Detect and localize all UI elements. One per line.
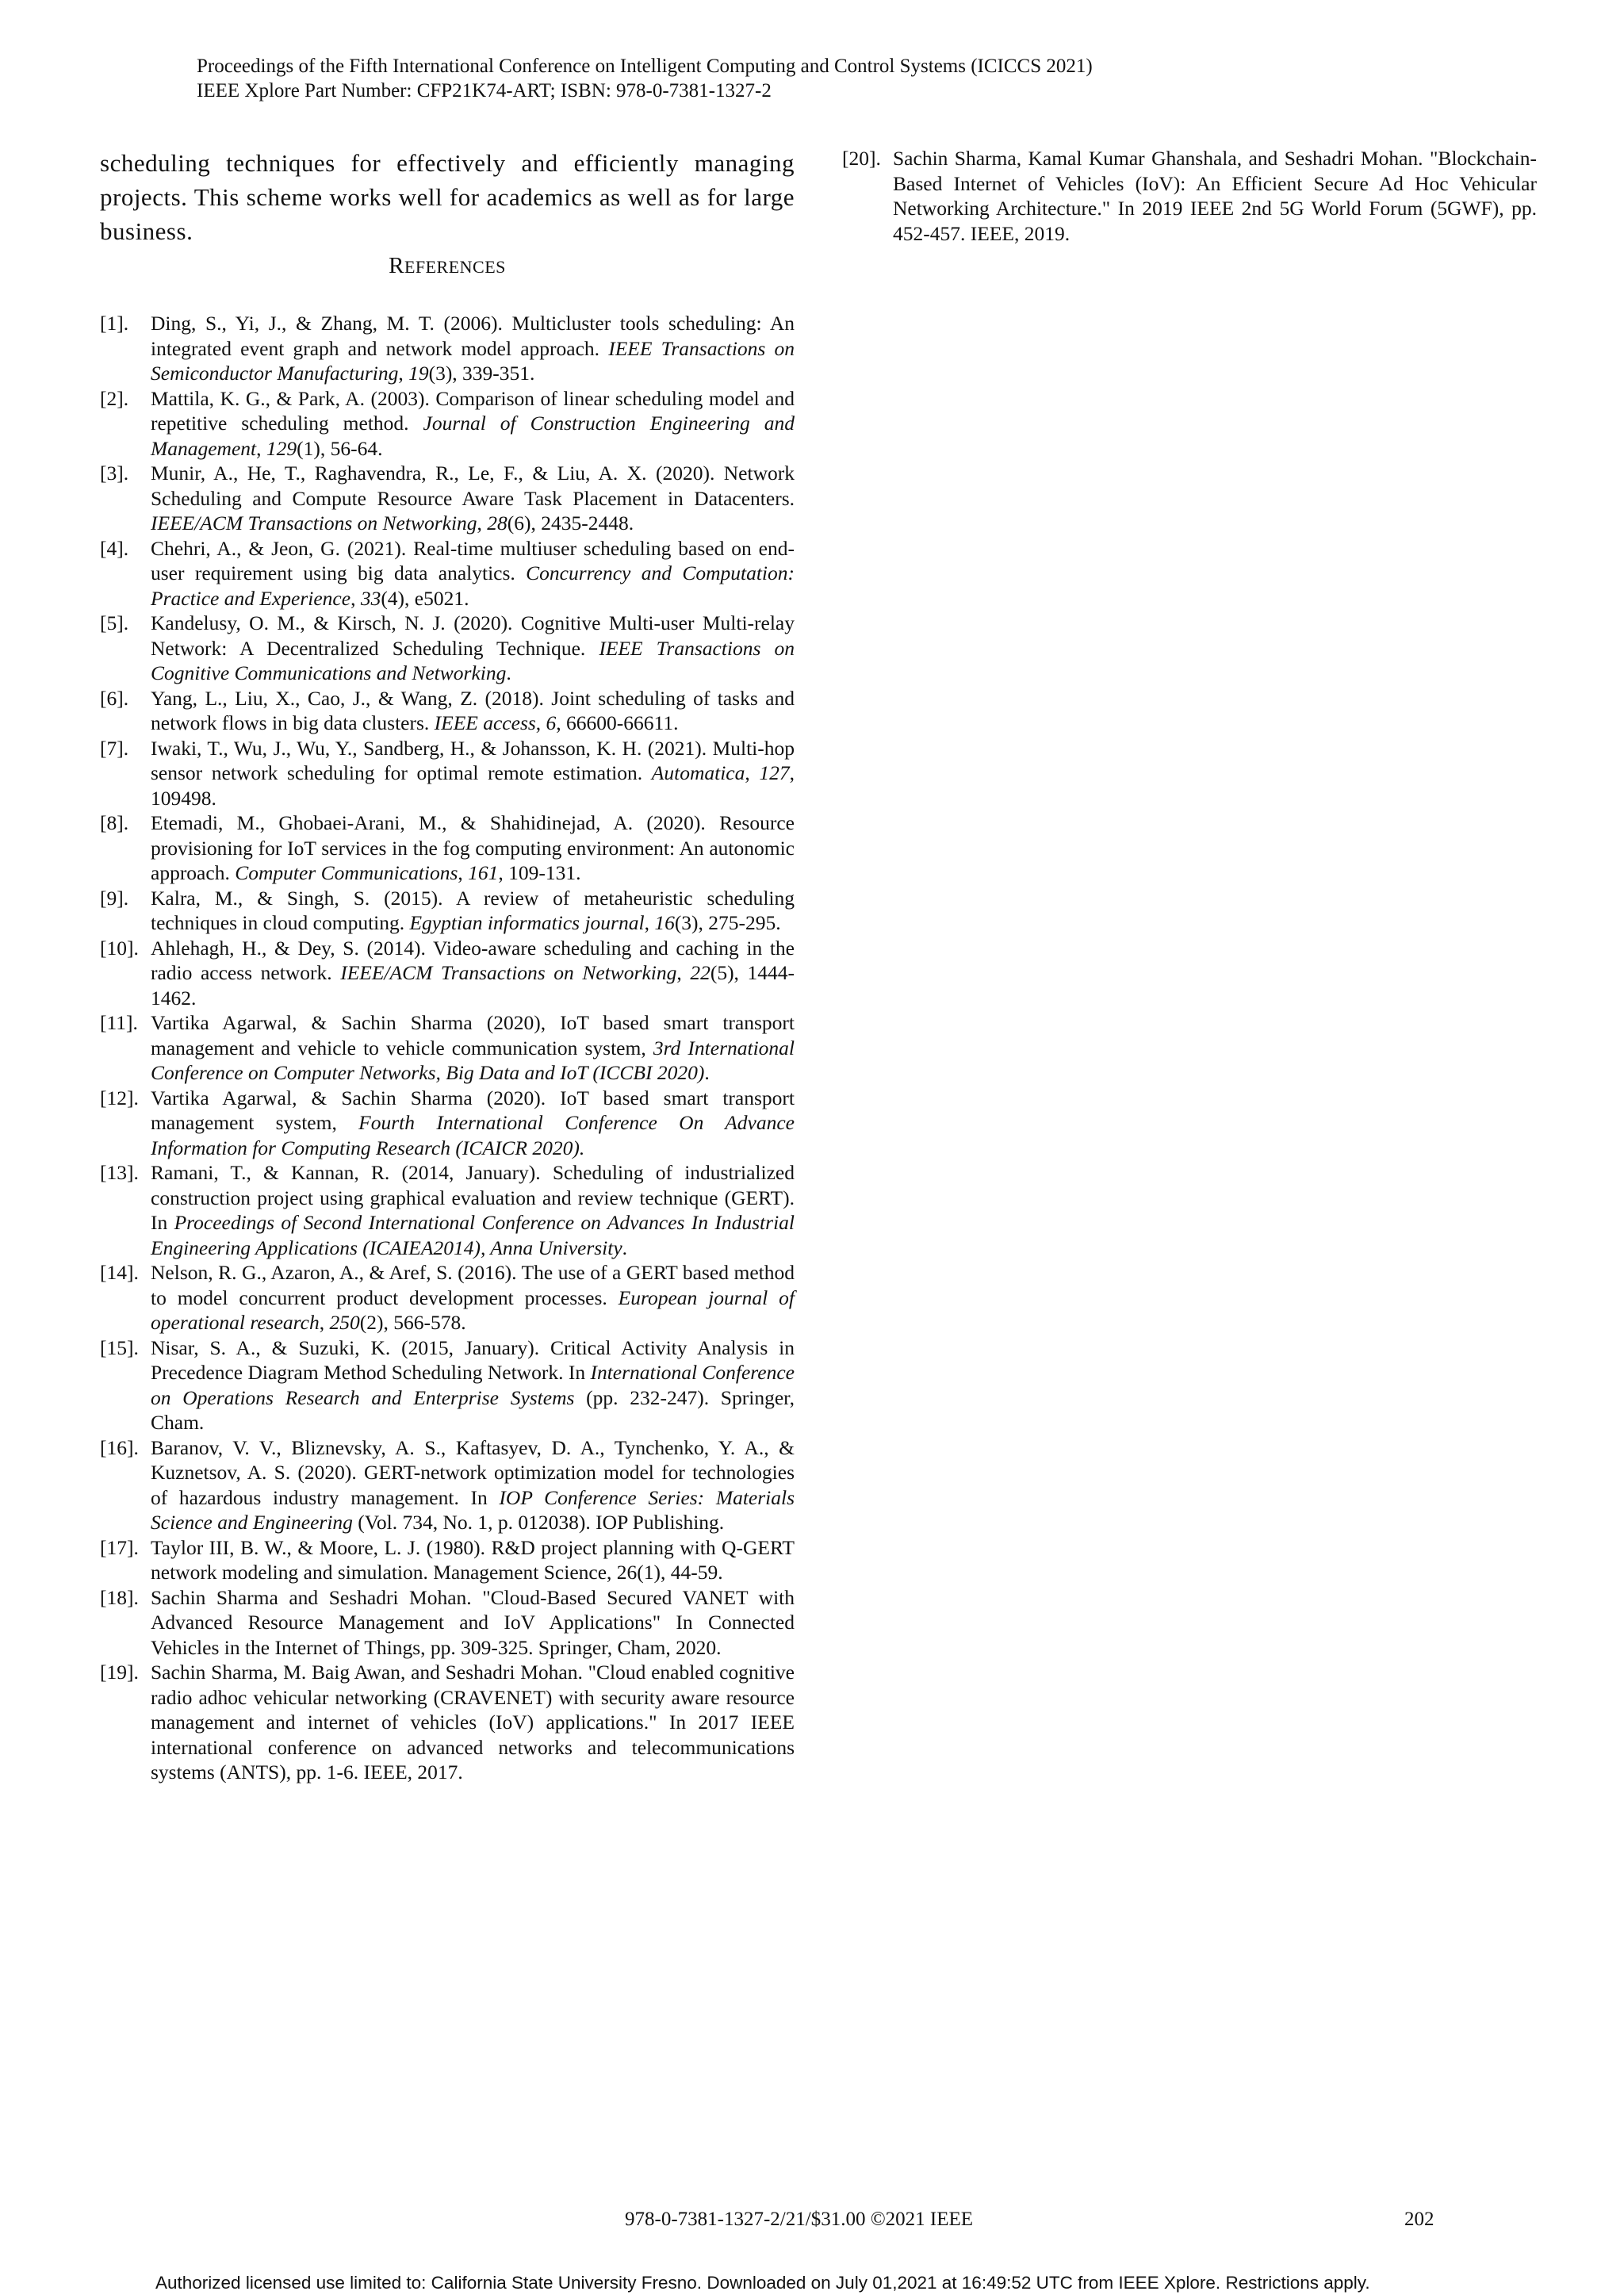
- reference-text-part: ,: [350, 586, 361, 610]
- reference-italic-part: Concurrency and Computation: Practice and Experience: [151, 561, 795, 610]
- reference-text-part: (3), 275-295.: [674, 911, 781, 934]
- reference-italic-part: 28: [487, 511, 508, 534]
- reference-text: [151, 611, 795, 686]
- reference-text: [151, 536, 795, 611]
- reference-text-part: (6), 2435-2448.: [507, 511, 634, 534]
- reference-italic-part: 6: [546, 711, 557, 734]
- reference-italic-part: IOP Conference Series: Materials Science and Engineering: [151, 1485, 795, 1534]
- page-number: 202: [1404, 2209, 1434, 2230]
- reference-text-part: Taylor III, B. W., & Moore, L. J. (1980). R&D project planning with Q-GERT network modeling and simulation. Management Science, 26(1), 44-59.: [151, 1535, 795, 1584]
- reference-item: [100, 461, 795, 536]
- reference-text-part: Chehri, A., & Jeon, G. (2021). Real-time multiuser scheduling based on end-user requirement using big data analytics.: [151, 536, 795, 584]
- reference-italic-part: Proceedings of Second International Conference on Advances In Industrial Engineering Applications (ICAIEA2014), Anna University: [151, 1211, 795, 1259]
- reference-text-part: , 109498.: [151, 761, 795, 810]
- reference-number: [3].: [100, 462, 129, 485]
- reference-text-part: ,: [644, 911, 655, 934]
- reference-number: [12].: [100, 1086, 139, 1109]
- reference-number: [10].: [100, 936, 139, 960]
- reference-number: [5].: [100, 611, 129, 634]
- reference-text-part: ,: [256, 436, 266, 460]
- references-list: [100, 311, 795, 1785]
- reference-italic-part: 129: [266, 436, 297, 460]
- reference-number: [1].: [100, 312, 129, 335]
- reference-item: [100, 1010, 795, 1086]
- reference-text: [151, 736, 795, 811]
- reference-number: [6].: [100, 686, 129, 710]
- reference-text-part: (4), e5021.: [381, 586, 469, 610]
- reference-text-part: Munir, A., He, T., Raghavendra, R., Le, F., & Liu, A. X. (2020). Network Scheduling and Compute Resource Aware Task Placement in Datacenters.: [151, 462, 795, 510]
- reference-item: [100, 1435, 795, 1535]
- reference-text-part: (1), 56-64.: [297, 436, 383, 460]
- reference-text-part: Ahlehagh, H., & Dey, S. (2014). Video-aware scheduling and caching in the radio access network.: [151, 936, 795, 984]
- reference-text: [151, 1585, 795, 1661]
- page-header: [197, 54, 1093, 103]
- reference-text-part: ,: [477, 511, 488, 534]
- reference-number: [16].: [100, 1435, 139, 1459]
- reference-text: [151, 311, 795, 386]
- reference-item: [100, 386, 795, 462]
- reference-text-part: Nelson, R. G., Azaron, A., & Aref, S. (2016). The use of a GERT based method to model concurrent product development processes.: [151, 1261, 795, 1309]
- reference-italic-part: 127: [759, 761, 790, 784]
- header-isbn-line: IEEE Xplore Part Number: CFP21K74-ART; ISBN: 978-0-7381-1327-2: [197, 80, 772, 102]
- reference-text-part: Kalra, M., & Singh, S. (2015). A review of metaheuristic scheduling techniques in cloud computing.: [151, 886, 795, 934]
- reference-italic-part: 161: [468, 861, 499, 884]
- reference-text-part: ,: [535, 711, 546, 734]
- reference-text: [151, 936, 795, 1011]
- reference-item: [100, 1160, 795, 1260]
- reference-text: [151, 386, 795, 462]
- reference-text-part: Nisar, S. A., & Suzuki, K. (2015, January). Critical Activity Analysis in Precedence Diagram Method Scheduling Network. In: [151, 1335, 795, 1384]
- reference-item: [100, 1335, 795, 1435]
- reference-text: [151, 1660, 795, 1785]
- reference-number: [20].: [842, 147, 881, 170]
- reference-text-part: .: [704, 1061, 710, 1084]
- reference-item: [100, 810, 795, 886]
- reference-italic-part: Automatica: [651, 761, 745, 784]
- reference-text-part: , 109-131.: [498, 861, 581, 884]
- reference-text: [151, 886, 795, 936]
- reference-text: [151, 686, 795, 736]
- reference-item: [100, 1086, 795, 1161]
- reference-italic-part: 3rd International Conference on Computer Networks, Big Data and IoT (ICCBI 2020): [151, 1036, 795, 1084]
- reference-text: [151, 810, 795, 886]
- reference-item: [100, 936, 795, 1011]
- references-heading-rest: EFERENCES: [404, 257, 506, 277]
- reference-italic-part: Fourth International Conference On Advance Information for Computing Research (ICAICR 2020).: [151, 1111, 795, 1159]
- reference-italic-part: 250: [329, 1311, 360, 1334]
- reference-text-part: (3), 339-351.: [428, 362, 535, 385]
- reference-italic-part: 33: [360, 586, 381, 610]
- reference-text-part: , 66600-66611.: [556, 711, 679, 734]
- reference-italic-part: IEEE/ACM Transactions on Networking: [340, 961, 677, 984]
- reference-text-part: ,: [745, 761, 760, 784]
- reference-item: [100, 886, 795, 936]
- reference-number: [19].: [100, 1661, 139, 1684]
- reference-text: [151, 1535, 795, 1585]
- header-proceedings-line: Proceedings of the Fifth International Conference on Intelligent Computing and Control Systems (ICICCS 2021): [197, 56, 1093, 77]
- reference-text-part: Etemadi, M., Ghobaei-Arani, M., & Shahidinejad, A. (2020). Resource provisioning for IoT services in the fog computing environment: An autonomic approach.: [151, 811, 795, 884]
- reference-item: [100, 311, 795, 386]
- reference-text-part: ,: [319, 1311, 330, 1334]
- reference-number: [18].: [100, 1585, 139, 1609]
- reference-text-part: Ding, S., Yi, J., & Zhang, M. T. (2006). Multicluster tools scheduling: An integrated event graph and network model approach.: [151, 312, 795, 360]
- reference-text: [151, 461, 795, 536]
- reference-text-part: Sachin Sharma, M. Baig Awan, and Seshadri Mohan. "Cloud enabled cognitive radio adhoc vehicular networking (CRAVENET) with security aware resource management and internet of vehicles (IoV) applications." In 2017 IEEE international conference on advanced networks and telecommunications systems (ANTS), pp. 1-6. IEEE, 2017.: [151, 1661, 795, 1784]
- reference-text-part: Baranov, V. V., Bliznevsky, A. S., Kaftasyev, D. A., Tynchenko, Y. A., & Kuznetsov, A. S. (2020). GERT-network optimization model for technologies of hazardous industry management. In: [151, 1435, 795, 1509]
- reference-item: [100, 611, 795, 686]
- reference-italic-part: 16: [654, 911, 675, 934]
- reference-text-part: ,: [458, 861, 469, 884]
- reference-text-part: Kandelusy, O. M., & Kirsch, N. J. (2020). Cognitive Multi-user Multi-relay Network: A Decentralized Scheduling Technique.: [151, 611, 795, 660]
- reference-text-part: Ramani, T., & Kannan, R. (2014, January). Scheduling of industrialized construction project using graphical evaluation and review technique (GERT). In: [151, 1161, 795, 1234]
- reference-item: [100, 1660, 795, 1785]
- reference-italic-part: 22: [690, 961, 710, 984]
- reference-number: [13].: [100, 1161, 139, 1184]
- reference-text-part: Vartika Agarwal, & Sachin Sharma (2020). IoT based smart transport management system,: [151, 1086, 795, 1134]
- reference-text: [151, 1010, 795, 1086]
- reference-text: [151, 1160, 795, 1260]
- reference-text-part: .: [622, 1236, 628, 1259]
- reference-text-part: Sachin Sharma and Seshadri Mohan. "Cloud-Based Secured VANET with Advanced Resource Management and IoV Applications" In Connected Vehicles in the Internet of Things, pp. 309-325. Springer, Cham, 2020.: [151, 1585, 795, 1659]
- license-notice: Authorized licensed use limited to: California State University Fresno. Downloaded on July 01,2021 at 16:49:52 UTC from IEEE Xplore. Restrictions apply.: [155, 2273, 1370, 2293]
- reference-number: [15].: [100, 1335, 139, 1359]
- footer-copyright: 978-0-7381-1327-2/21/$31.00 ©2021 IEEE: [625, 2209, 974, 2230]
- reference-italic-part: International Conference on Operations Research and Enterprise Systems: [151, 1361, 795, 1409]
- reference-item: [100, 736, 795, 811]
- reference-number: [7].: [100, 736, 129, 760]
- reference-italic-part: IEEE Transactions on Semiconductor Manufacturing: [151, 336, 795, 385]
- reference-item: [100, 686, 795, 736]
- reference-italic-part: Egyptian informatics journal: [409, 911, 645, 934]
- intro-paragraph: scheduling techniques for effectively and efficiently managing projects. This scheme works well for academics as well as for large business.: [100, 149, 795, 245]
- reference-text-part: (5), 1444-1462.: [151, 961, 795, 1010]
- reference-italic-part: IEEE access: [434, 711, 536, 734]
- reference-number: [9].: [100, 886, 129, 910]
- reference-italic-part: IEEE Transactions on Cognitive Communications and Networking: [151, 636, 795, 684]
- reference-item: [100, 1535, 795, 1585]
- reference-number: [8].: [100, 811, 129, 834]
- reference-italic-part: European journal of operational research: [151, 1285, 795, 1334]
- reference-text: [151, 1335, 795, 1435]
- reference-text-part: Vartika Agarwal, & Sachin Sharma (2020), IoT based smart transport management and vehicle to vehicle communication system,: [151, 1011, 795, 1059]
- reference-text-part: ,: [676, 961, 691, 984]
- reference-text: [151, 1435, 795, 1535]
- reference-item: [100, 536, 795, 611]
- references-heading: [100, 253, 795, 279]
- reference-text: [893, 146, 1537, 246]
- reference-text-part: ,: [398, 362, 409, 385]
- reference-text-part: Mattila, K. G., & Park, A. (2003). Comparison of linear scheduling model and repetitive scheduling method.: [151, 386, 795, 435]
- references-list-continued: [842, 146, 1537, 246]
- reference-text: [151, 1260, 795, 1335]
- reference-number: [2].: [100, 386, 129, 410]
- reference-text-part: (2), 566-578.: [359, 1311, 466, 1334]
- reference-text-part: Sachin Sharma, Kamal Kumar Ghanshala, and Seshadri Mohan. "Blockchain-Based Internet of Vehicles (IoV): An Efficient Secure Ad Hoc Vehicular Networking Architecture." In 2019 IEEE 2nd 5G World Forum (5GWF), pp. 452-457. IEEE, 2019.: [893, 147, 1537, 245]
- reference-italic-part: Computer Communications: [235, 861, 458, 884]
- reference-item: [842, 146, 1537, 246]
- reference-text-part: (pp. 232-247). Springer, Cham.: [151, 1385, 795, 1434]
- reference-text-part: (Vol. 734, No. 1, p. 012038). IOP Publishing.: [352, 1511, 725, 1534]
- reference-italic-part: Journal of Construction Engineering and Management: [151, 412, 795, 460]
- reference-text-part: .: [506, 661, 511, 684]
- right-column: [842, 146, 1537, 246]
- reference-number: [11].: [100, 1011, 138, 1034]
- reference-text-part: Yang, L., Liu, X., Cao, J., & Wang, Z. (2018). Joint scheduling of tasks and network flows in big data clusters.: [151, 686, 795, 734]
- left-column: [100, 146, 795, 1785]
- reference-italic-part: IEEE/ACM Transactions on Networking: [151, 511, 477, 534]
- reference-text: [151, 1086, 795, 1161]
- reference-italic-part: 19: [408, 362, 429, 385]
- reference-item: [100, 1585, 795, 1661]
- reference-item: [100, 1260, 795, 1335]
- reference-number: [17].: [100, 1535, 139, 1559]
- reference-text-part: Iwaki, T., Wu, J., Wu, Y., Sandberg, H., & Johansson, K. H. (2021). Multi-hop sensor network scheduling for optimal remote estimation.: [151, 736, 795, 784]
- reference-number: [4].: [100, 536, 129, 560]
- references-heading-initial: R: [389, 253, 404, 278]
- reference-number: [14].: [100, 1261, 139, 1284]
